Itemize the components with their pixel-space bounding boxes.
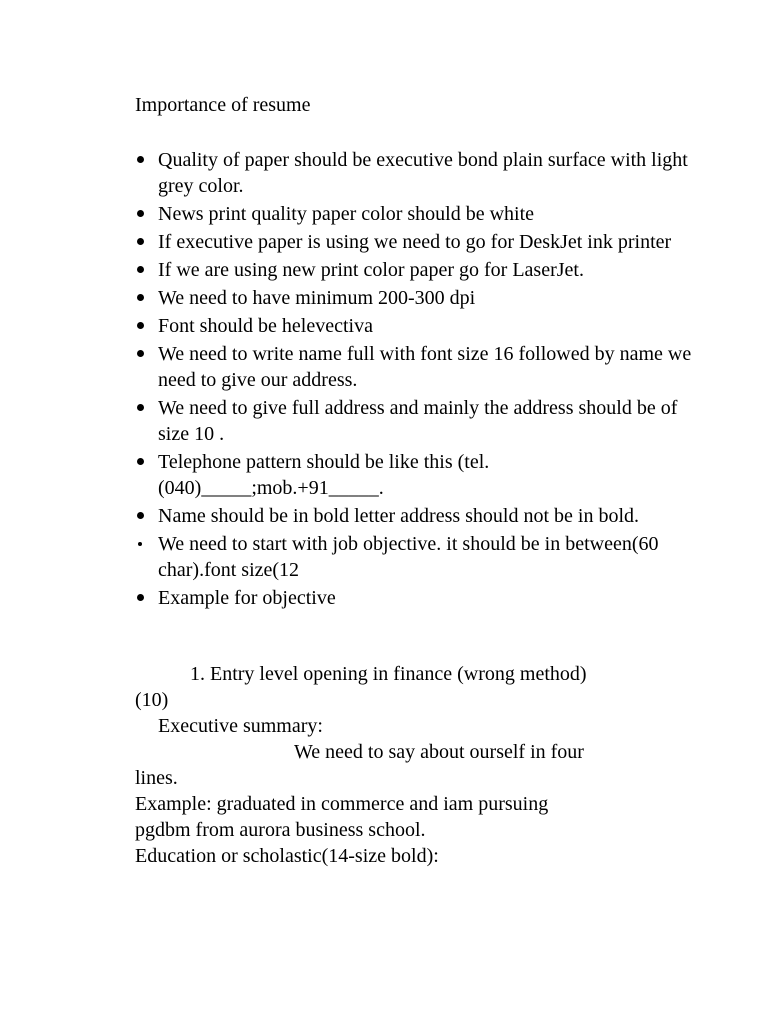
bullet-icon	[137, 266, 144, 273]
bullet-icon	[137, 238, 144, 245]
list-item: We need to start with job objective. it should be in between(60 char).font size(12	[135, 531, 695, 583]
executive-summary-text: We need to say about ourself in four	[294, 741, 584, 763]
bullet-icon	[137, 458, 144, 465]
list-item: Name should be in bold letter address should not be in bold.	[135, 503, 695, 529]
bullet-icon	[137, 512, 144, 519]
document-title: Importance of resume	[135, 94, 311, 116]
list-item: Example for objective	[135, 585, 695, 611]
objective-item: 1. Entry level opening in finance (wrong method)	[190, 663, 587, 685]
bullet-icon	[137, 156, 144, 163]
list-item: Quality of paper should be executive bond plain surface with light grey color.	[135, 147, 695, 199]
list-item: If we are using new print color paper go for LaserJet.	[135, 257, 695, 283]
bullet-icon	[138, 542, 142, 546]
bullet-icon	[137, 322, 144, 329]
objective-count: (10)	[135, 689, 169, 711]
bullet-list	[135, 147, 695, 613]
bullet-icon	[137, 294, 144, 301]
education-heading: Education or scholastic(14-size bold):	[135, 845, 439, 867]
list-item: If executive paper is using we need to go for DeskJet ink printer	[135, 229, 695, 255]
bullet-icon	[137, 594, 144, 601]
list-item: Font should be helevectiva	[135, 313, 695, 339]
list-item: Telephone pattern should be like this (tel. (040)_____;mob.+91_____.	[135, 449, 695, 501]
list-item: We need to have minimum 200-300 dpi	[135, 285, 695, 311]
example-text: Example: graduated in commerce and iam pursuing	[135, 793, 549, 815]
bullet-icon	[137, 404, 144, 411]
list-item: We need to give full address and mainly the address should be of size 10 .	[135, 395, 695, 447]
list-item: We need to write name full with font size 16 followed by name we need to give our address.	[135, 341, 695, 393]
bullet-icon	[137, 210, 144, 217]
example-text-cont: pgdbm from aurora business school.	[135, 819, 426, 841]
bullet-icon	[137, 350, 144, 357]
executive-summary-heading: Executive summary:	[158, 715, 323, 737]
list-item: News print quality paper color should be white	[135, 201, 695, 227]
executive-summary-text-cont: lines.	[135, 767, 178, 789]
